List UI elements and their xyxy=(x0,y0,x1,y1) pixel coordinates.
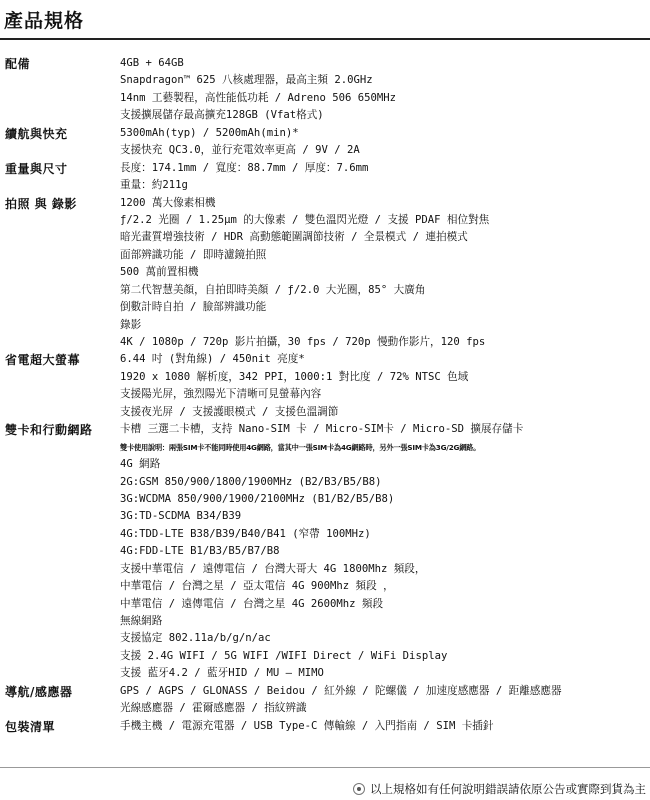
spec-values xyxy=(120,351,650,421)
spec-value-line: 錄影 xyxy=(120,318,142,331)
spec-value-line: 支援 2.4G WIFI / 5G WIFI /WIFI Direct / WiFi Display xyxy=(120,649,448,662)
disclaimer xyxy=(353,781,646,797)
spec-value-line: 支援協定 802.11a/b/g/n/ac xyxy=(120,632,271,645)
spec-value-line: 第二代智慧美顏，自拍即時美顏 / ƒ/2.0 大光圈，85° 大廣角 xyxy=(120,283,426,296)
spec-label: 雙卡和行動網路 xyxy=(5,423,93,438)
spec-value-line: 重量：約211g xyxy=(120,179,188,192)
spec-value-line: 1200 萬大像素相機 xyxy=(120,196,216,209)
spec-value-line: 支援快充 QC3.0，並行充電效率更高 / 9V / 2A xyxy=(120,144,360,157)
page-title: 產品規格 xyxy=(4,10,85,32)
spec-values xyxy=(120,125,650,160)
spec-label: 導航/感應器 xyxy=(5,684,73,699)
spec-value-line: 中華電信 / 遠傳電信 / 台灣之星 4G 2600Mhz 頻段 xyxy=(120,597,384,610)
spec-values xyxy=(120,718,650,735)
title-divider xyxy=(0,38,650,40)
spec-value-line: 5300mAh(typ) / 5200mAh(min)* xyxy=(120,126,299,139)
spec-row xyxy=(0,195,650,352)
spec-value-line: 卡槽 三選二卡槽，支持 Nano-SIM 卡 / Micro-SIM卡 / Micro-SD 擴展存儲卡 xyxy=(120,423,524,436)
spec-row xyxy=(0,55,650,125)
spec-row xyxy=(0,718,650,735)
spec-row xyxy=(0,421,650,683)
spec-values xyxy=(120,683,650,718)
spec-value-line: 3G:WCDMA 850/900/1900/2100MHz (B1/B2/B5/B8) xyxy=(120,492,395,505)
spec-values xyxy=(120,55,650,125)
spec-value-line: 長度：174.1mm / 寬度：88.7mm / 厚度：7.6mm xyxy=(120,161,369,174)
spec-value-line: 1920 x 1080 解析度，342 PPI，1000:1 對比度 / 72% NTSC 色域 xyxy=(120,370,469,383)
spec-value-line: 倒數計時自拍 / 臉部辨識功能 xyxy=(120,301,267,314)
spec-value-line: 4K / 1080p / 720p 影片拍攝，30 fps / 720p 慢動作影片，120 fps xyxy=(120,336,486,348)
spec-values xyxy=(120,195,650,352)
footer-divider xyxy=(0,767,650,768)
spec-value-line: 支援 藍牙4.2 / 藍牙HID / MU — MIMO xyxy=(120,667,324,680)
spec-value-line: 支援中華電信 / 遠傳電信 / 台灣大哥大 4G 1800Mhz 頻段， xyxy=(120,562,426,575)
spec-value-line: 面部辨識功能 / 即時濾鏡拍照 xyxy=(120,248,267,261)
bullet-icon xyxy=(353,783,365,795)
spec-label: 省電超大螢幕 xyxy=(5,353,81,368)
spec-values xyxy=(120,160,650,195)
spec-label: 重量與尺寸 xyxy=(5,161,68,176)
spec-label: 配備 xyxy=(5,57,31,71)
spec-label: 續航與快充 xyxy=(5,126,68,141)
spec-value-line: 中華電信 / 台灣之星 / 亞太電信 4G 900Mhz 頻段 ， xyxy=(120,580,394,593)
spec-value-line: 無線網路 xyxy=(120,615,163,627)
spec-value-line: Snapdragon™ 625 八核處理器，最高主頻 2.0GHz xyxy=(120,74,373,87)
spec-value-line: 支援擴展儲存最高擴充128GB (Vfat格式) xyxy=(120,109,324,122)
spec-value-line: 暗光畫質增強技術 / HDR 高動態範圍調節技術 / 全景模式 / 連拍模式 xyxy=(120,231,468,244)
spec-value-line: 4G:TDD-LTE B38/B39/B40/B41 (窄帶 100MHz) xyxy=(120,527,371,540)
spec-value-line: 500 萬前置相機 xyxy=(120,266,199,279)
spec-row xyxy=(0,160,650,195)
spec-value-line: 雙卡使用說明：兩張SIM卡不能同時使用4G網路，當其中一張SIM卡為4G網路時，另外一張SIM卡為3G/2G網路。 xyxy=(120,442,481,452)
spec-value-line: 支援夜光屏 / 支援護眼模式 / 支援色溫調節 xyxy=(120,405,339,418)
spec-value-line: 2G:GSM 850/900/1800/1900MHz (B2/B3/B5/B8) xyxy=(120,475,382,488)
spec-value-line: GPS / AGPS / GLONASS / Beidou / 紅外線 / 陀螺儀 / 加速度感應器 / 距離感應器 xyxy=(120,684,562,697)
spec-value-line: 3G:TD-SCDMA B34/B39 xyxy=(120,510,242,523)
spec-value-line: 光線感應器 / 霍爾感應器 / 指紋辨識 xyxy=(120,702,307,715)
spec-value-line: 6.44 吋 (對角線) / 450nit 亮度* xyxy=(120,353,305,366)
spec-label: 拍照 與 錄影 xyxy=(5,196,77,211)
disclaimer-text: 以上規格如有任何說明錯誤請依原公告或實際到貨為主 xyxy=(370,782,646,796)
spec-row xyxy=(0,683,650,718)
spec-values xyxy=(120,421,650,683)
spec-table xyxy=(0,55,650,735)
spec-label: 包裝清單 xyxy=(5,719,56,734)
spec-value-line: 支援陽光屏，強烈陽光下清晰可見螢幕內容 xyxy=(120,388,322,401)
spec-value-line: 4G 網路 xyxy=(120,458,161,471)
spec-value-line: ƒ/2.2 光圈 / 1.25μm 的大像素 / 雙色溫閃光燈 / 支援 PDAF 相位對焦 xyxy=(120,213,490,226)
spec-value-line: 14nm 工藝製程，高性能低功耗 / Adreno 506 650MHz xyxy=(120,91,396,104)
spec-value-line: 4G:FDD-LTE B1/B3/B5/B7/B8 xyxy=(120,545,280,558)
spec-value-line: 4GB + 64GB xyxy=(120,57,184,69)
spec-value-line: 手機主機 / 電源充電器 / USB Type-C 傳輸線 / 入門指南 / SIM 卡插針 xyxy=(120,719,494,732)
spec-row xyxy=(0,351,650,421)
spec-row xyxy=(0,125,650,160)
